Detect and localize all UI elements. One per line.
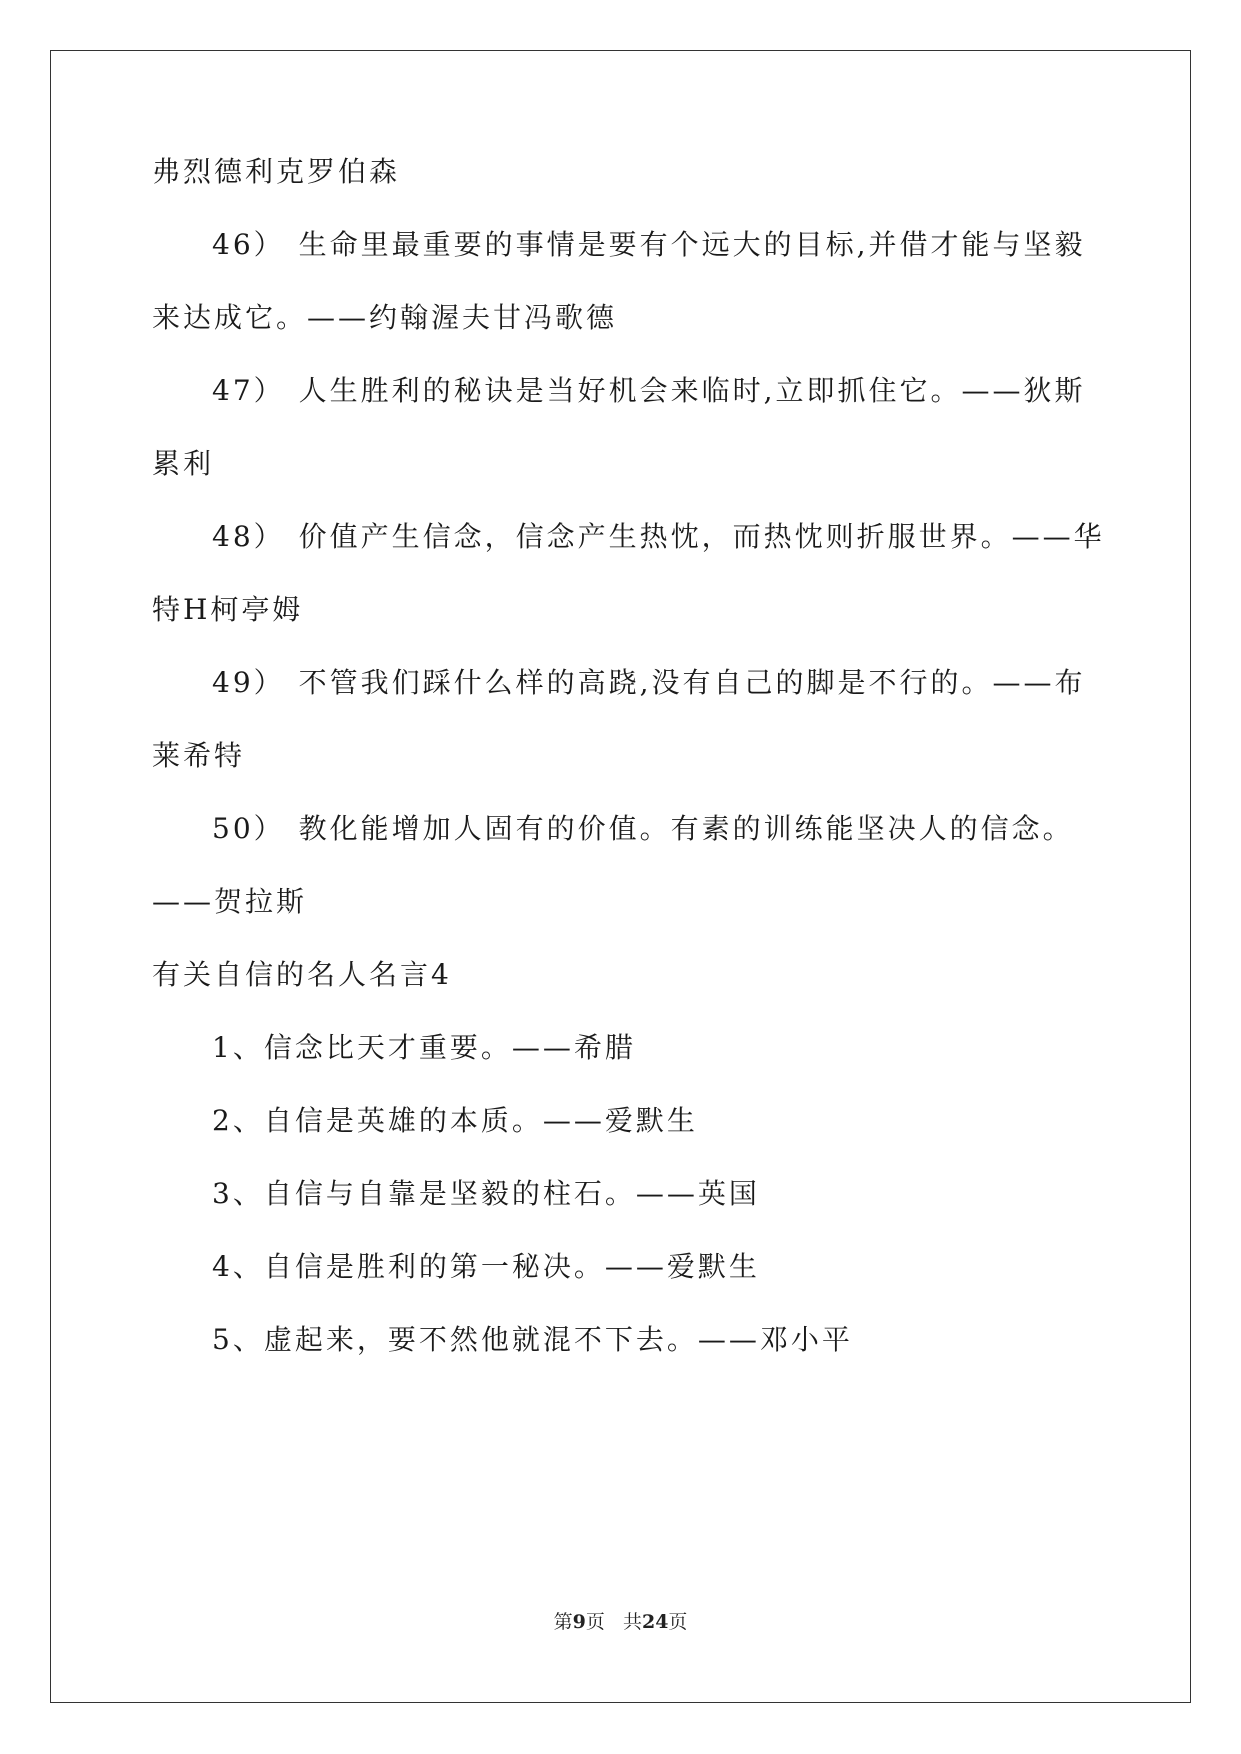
current-page: 9 [572, 1611, 586, 1633]
quote-47 [212, 374, 1086, 408]
text-line: 莱希特 [152, 739, 246, 772]
page-border [50, 50, 1191, 1703]
footer-total-prefix: 共 [622, 1611, 642, 1633]
quote-49 [212, 666, 1086, 700]
quote-text: 生命里最重要的事情是要有个远大的目标,并借才能与坚毅 [298, 228, 1086, 261]
quote-number: 50） [212, 812, 285, 845]
footer-total-suffix: 页 [668, 1611, 688, 1633]
quote-46 [212, 228, 1086, 262]
quote-text: 不管我们踩什么样的高跷,没有自己的脚是不行的。——布 [298, 666, 1086, 699]
total-pages: 24 [641, 1611, 669, 1633]
list-item: 2、自信是英雄的本质。——爱默生 [212, 1104, 698, 1137]
text-line: 累利 [152, 447, 215, 480]
footer-page-suffix: 页 [585, 1611, 605, 1633]
text-line: 来达成它。——约翰渥夫甘冯歌德 [152, 301, 618, 334]
quote-text: 价值产生信念，信念产生热忱，而热忱则折服世界。——华 [298, 520, 1105, 553]
quote-number: 48） [212, 520, 285, 553]
quote-number: 47） [212, 374, 285, 407]
text-line: 特H柯亭姆 [152, 593, 304, 626]
section-heading: 有关自信的名人名言4 [152, 958, 452, 991]
quote-text: 人生胜利的秘诀是当好机会来临时,立即抓住它。——狄斯 [298, 374, 1086, 407]
list-item: 5、虚起来，要不然他就混不下去。——邓小平 [212, 1323, 853, 1356]
quote-number: 49） [212, 666, 285, 699]
text-line: ——贺拉斯 [152, 885, 308, 918]
quote-50 [212, 812, 1074, 846]
quote-text: 教化能增加人固有的价值。有素的训练能坚决人的信念。 [298, 812, 1074, 845]
text-line: 弗烈德利克罗伯森 [152, 155, 401, 188]
footer-prefix: 第 [553, 1611, 573, 1633]
list-item: 3、自信与自靠是坚毅的柱石。——英国 [212, 1177, 760, 1210]
list-item: 4、自信是胜利的第一秘决。——爱默生 [212, 1250, 760, 1283]
quote-48 [212, 520, 1105, 554]
page-number-footer [0, 1610, 1241, 1634]
quote-number: 46） [212, 228, 285, 261]
list-item: 1、信念比天才重要。——希腊 [212, 1031, 636, 1064]
